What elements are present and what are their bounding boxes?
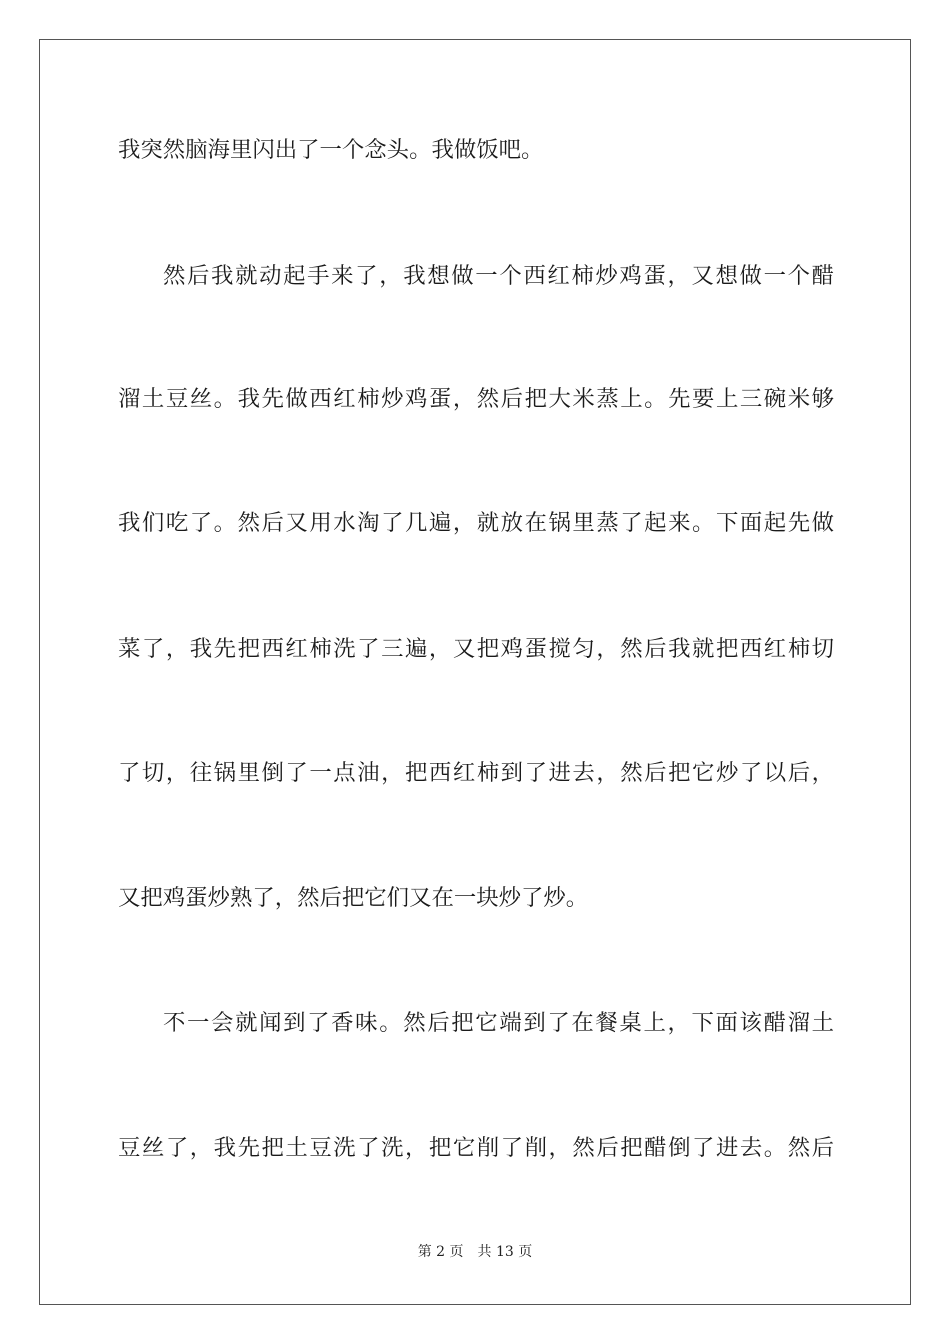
text-line: 我们吃了。然后又用水淘了几遍，就放在锅里蒸了起来。下面起先做 (118, 510, 834, 536)
text-line: 我突然脑海里闪出了一个念头。我做饭吧。 (118, 137, 544, 163)
text-line: 又把鸡蛋炒熟了，然后把它们又在一块炒了炒。 (118, 885, 589, 911)
text-line: 然后我就动起手来了，我想做一个西红柿炒鸡蛋，又想做一个醋 (163, 263, 834, 289)
text-line: 不一会就闻到了香味。然后把它端到了在餐桌上，下面该醋溜土 (163, 1010, 834, 1036)
page-footer (0, 1243, 950, 1261)
total-pages: 共 13 页 (477, 1244, 533, 1260)
text-line: 豆丝了，我先把土豆洗了洗，把它削了削，然后把醋倒了进去。然后 (118, 1135, 834, 1161)
page-number: 第 2 页 (417, 1244, 464, 1260)
text-line: 了切，往锅里倒了一点油，把西红柿到了进去，然后把它炒了以后， (118, 760, 834, 786)
page-border (39, 39, 911, 1305)
text-line: 溜土豆丝。我先做西红柿炒鸡蛋，然后把大米蒸上。先要上三碗米够 (118, 386, 834, 412)
text-line: 菜了，我先把西红柿洗了三遍，又把鸡蛋搅匀，然后我就把西红柿切 (118, 636, 834, 662)
